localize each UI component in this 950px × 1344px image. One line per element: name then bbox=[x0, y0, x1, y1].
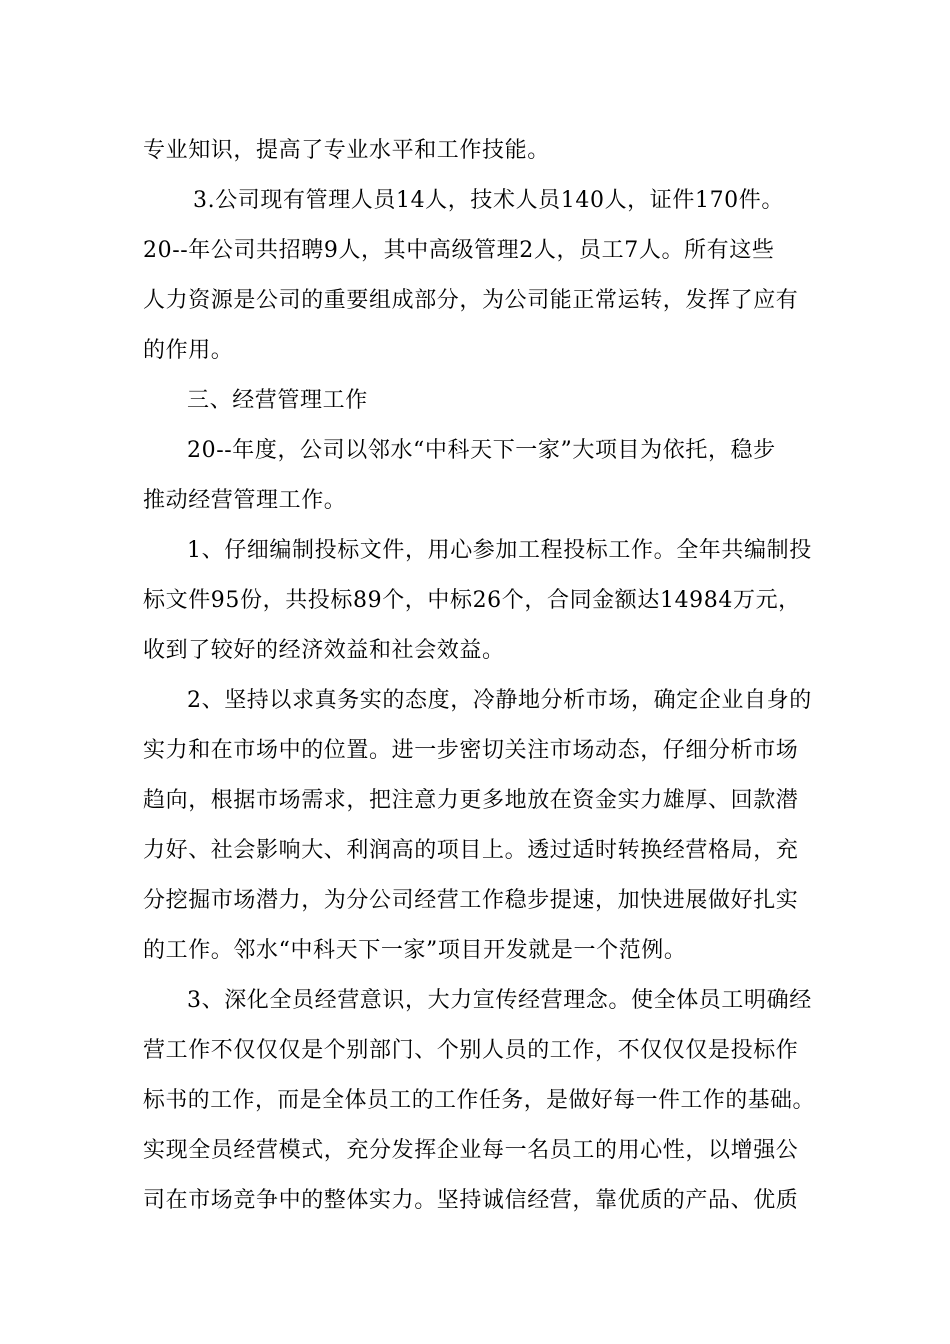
text-line-22: 司在市场竞争中的整体实力。坚持诚信经营，靠优质的产品、优质 bbox=[143, 1188, 799, 1213]
text-line-18: 3、深化全员经营意识，大力宣传经营理念。使全体员工明确经 bbox=[187, 988, 812, 1013]
text-line-12: 2、坚持以求真务实的态度，冷静地分析市场，确定企业自身的 bbox=[187, 688, 812, 713]
text-line-15: 力好、社会影响大、利润高的项目上。透过适时转换经营格局，充 bbox=[143, 838, 799, 863]
text-line-20: 标书的工作，而是全体员工的工作任务，是做好每一件工作的基础。 bbox=[143, 1088, 815, 1113]
text-line-14: 趋向，根据市场需求，把注意力更多地放在资金实力雄厚、回款潜 bbox=[143, 788, 799, 813]
text-line-16: 分挖掘市场潜力，为分公司经营工作稳步提速，加快进展做好扎实 bbox=[143, 888, 799, 913]
text-line-17: 的工作。邻水“中科天下一家”项目开发就是一个范例。 bbox=[143, 938, 687, 963]
text-line-19: 营工作不仅仅仅是个别部门、个别人员的工作，不仅仅仅是投标作 bbox=[143, 1038, 799, 1063]
text-line-21: 实现全员经营模式，充分发挥企业每一名员工的用心性，以增强公 bbox=[143, 1138, 799, 1163]
text-line-11: 收到了较好的经济效益和社会效益。 bbox=[143, 638, 505, 663]
text-line-5: 的作用。 bbox=[143, 338, 234, 363]
text-line-4: 人力资源是公司的重要组成部分，为公司能正常运转，发挥了应有 bbox=[143, 288, 799, 313]
section-heading: 三、经营管理工作 bbox=[187, 388, 368, 413]
text-line-3: 20--年公司共招聘9人，其中高级管理2人，员工7人。所有这些 bbox=[143, 238, 775, 263]
text-line-10: 标文件95份，共投标89个，中标26个，合同金额达14984万元， bbox=[143, 588, 801, 613]
text-line-9: 1、仔细编制投标文件，用心参加工程投标工作。全年共编制投 bbox=[187, 538, 812, 563]
text-line-13: 实力和在市场中的位置。进一步密切关注市场动态，仔细分析市场 bbox=[143, 738, 799, 763]
text-line-1: 专业知识，提高了专业水平和工作技能。 bbox=[143, 138, 550, 163]
text-line-8: 推动经营管理工作。 bbox=[143, 488, 347, 513]
text-line-7: 20--年度，公司以邻水“中科天下一家”大项目为依托，稳步 bbox=[187, 438, 776, 463]
text-line-2: 3.公司现有管理人员14人，技术人员140人，证件170件。 bbox=[193, 188, 784, 213]
